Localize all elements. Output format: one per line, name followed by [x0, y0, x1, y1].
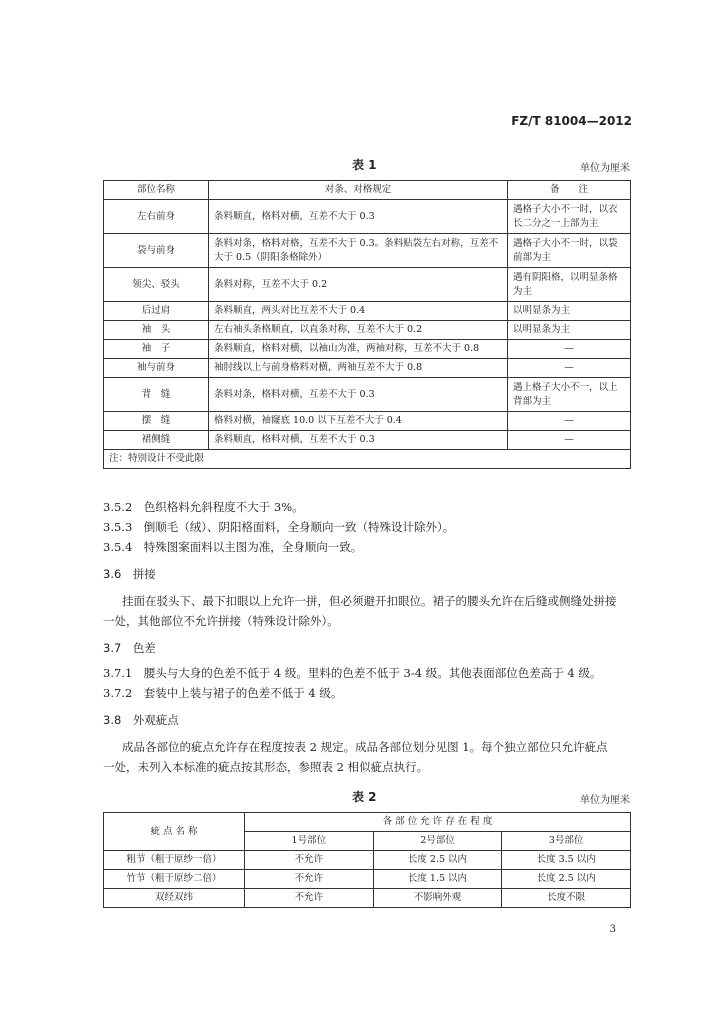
table-row	[104, 378, 631, 412]
table-row	[104, 321, 631, 340]
table2-cell: 长度 2.5 以内	[502, 870, 631, 889]
table2-cell: 粗节（粗于原纱一倍）	[104, 851, 245, 870]
table2-subheader: 1号部位	[245, 832, 374, 851]
table2-unit: 单位为厘米	[580, 795, 630, 806]
table-row	[104, 359, 631, 378]
table1-cell: 条料对条，格料对格，互差不大于 0.3。条料贴袋左右对称，互差不大于 0.5（阴阳条格除外）	[209, 234, 508, 268]
table2	[103, 812, 631, 908]
table1-cell: 袖 头	[104, 321, 209, 340]
page-number: 3	[609, 924, 616, 935]
table-row	[104, 340, 631, 359]
section-3-7-heading: 3.7 色差	[103, 641, 156, 655]
table1-cell: 左右前身	[104, 200, 209, 234]
table1-cell: —	[508, 359, 631, 378]
table1-cell: 袋与前身	[104, 234, 209, 268]
table-row	[104, 234, 631, 268]
table-row	[104, 268, 631, 302]
table1-header-rule: 对条、对格规定	[209, 181, 508, 200]
table1-cell: —	[508, 340, 631, 359]
table1-cell: 格料对横，袖窿底 10.0 以下互差不大于 0.4	[209, 412, 508, 431]
table1-cell: 以明显条为主	[508, 321, 631, 340]
table2-header-row	[104, 813, 631, 832]
table1-unit: 单位为厘米	[580, 163, 630, 174]
table1-cell: 裙侧缝	[104, 431, 209, 450]
table1-cell: 条料对称，互差不大于 0.2	[209, 268, 508, 302]
table2-cell: 长度 3.5 以内	[502, 851, 631, 870]
table1-cell: 袖与前身	[104, 359, 209, 378]
section-3-8-text-line2: 一处，未列入本标准的疵点按其形态，参照表 2 相似疵点执行。	[103, 760, 429, 774]
table1	[103, 180, 631, 469]
table2-cell: 不允许	[245, 889, 374, 908]
table1-note: 注：特别设计不受此限	[104, 450, 631, 469]
table-row	[104, 200, 631, 234]
table1-cell: 条料顺直，两头对比互差不大于 0.4	[209, 302, 508, 321]
table1-cell: —	[508, 412, 631, 431]
table2-cell: 长度不限	[502, 889, 631, 908]
standard-number: FZ/T 81004—2012	[511, 114, 632, 128]
table-row	[104, 889, 631, 908]
table2-header-group: 各 部 位 允 许 存 在 程 度	[245, 813, 631, 832]
table1-cell: 摆 缝	[104, 412, 209, 431]
clause-3-7-1: 3.7.1 腰头与大身的色差不低于 4 级。里料的色差不低于 3-4 级。其他表面部位色差高于 4 级。	[103, 666, 602, 680]
table1-caption: 表 1	[352, 158, 377, 172]
table1-header-part: 部位名称	[104, 181, 209, 200]
table1-cell: 遇格子大小不一时，以衣长二分之一上部为主	[508, 200, 631, 234]
table1-cell: 条料顺直，格料对横，互差不大于 0.3	[209, 431, 508, 450]
table-row	[104, 431, 631, 450]
table1-cell: 领尖、驳头	[104, 268, 209, 302]
table1-cell: 条料顺直，格料对横，以袖山为准，两袖对称，互差不大于 0.8	[209, 340, 508, 359]
table-row	[104, 870, 631, 889]
table1-cell: 以明显条为主	[508, 302, 631, 321]
table2-caption: 表 2	[352, 790, 377, 804]
table2-cell: 长度 2.5 以内	[373, 851, 502, 870]
table2-cell: 竹节（粗于原纱二倍）	[104, 870, 245, 889]
section-3-8-heading: 3.8 外观疵点	[103, 713, 179, 727]
table1-cell: 条料顺直，格料对横，互差不大于 0.3	[209, 200, 508, 234]
table-row	[104, 302, 631, 321]
section-3-6-heading: 3.6 拼接	[103, 567, 156, 581]
table-row	[104, 412, 631, 431]
table-row	[104, 851, 631, 870]
table1-cell: 遇上格子大小不一，以上背部为主	[508, 378, 631, 412]
table2-subheader: 2号部位	[373, 832, 502, 851]
table2-cell: 不允许	[245, 870, 374, 889]
table2-cell: 双经双纬	[104, 889, 245, 908]
table1-cell: —	[508, 431, 631, 450]
table1-header-remark: 备 注	[508, 181, 631, 200]
table2-cell: 不允许	[245, 851, 374, 870]
table1-cell: 条料对条，格料对横，互差不大于 0.3	[209, 378, 508, 412]
table1-cell: 袖 子	[104, 340, 209, 359]
table1-cell: 背 缝	[104, 378, 209, 412]
clause-3-5-3: 3.5.3 倒顺毛（绒）、阴阳格面料，全身顺向一致（特殊设计除外）。	[103, 520, 455, 534]
section-3-6-text-line1: 挂面在驳头下、最下扣眼以上允许一拼，但必须避开扣眼位。裙子的腰头允许在后缝或侧缝处拼接	[122, 594, 617, 608]
table2-cell: 长度 1.5 以内	[373, 870, 502, 889]
clause-3-5-2: 3.5.2 色织格料允斜程度不大于 3%。	[103, 500, 304, 514]
table2-subheader: 3号部位	[502, 832, 631, 851]
clause-3-5-4: 3.5.4 特殊图案面料以主图为准，全身顺向一致。	[103, 540, 363, 554]
table1-note-row	[104, 450, 631, 469]
table1-cell: 遇有阴阳格，以明显条格为主	[508, 268, 631, 302]
table1-cell: 遇格子大小不一时，以袋前部为主	[508, 234, 631, 268]
clause-3-7-2: 3.7.2 套装中上装与裙子的色差不低于 4 级。	[103, 686, 343, 700]
section-3-6-text-line2: 一处，其他部位不允许拼接（特殊设计除外）。	[103, 614, 339, 628]
table1-cell: 后过肩	[104, 302, 209, 321]
table2-header-defect: 疵 点 名 称	[104, 813, 245, 851]
table1-cell: 袖肘线以上与前身格料对横，两袖互差不大于 0.8	[209, 359, 508, 378]
section-3-8-text-line1: 成品各部位的疵点允许存在程度按表 2 规定。成品各部位划分见图 1。每个独立部位只允许疵点	[122, 740, 608, 754]
table2-cell: 不影响外观	[373, 889, 502, 908]
table1-header-row	[104, 181, 631, 200]
table1-cell: 左右袖头条格顺直，以直条对称，互差不大于 0.2	[209, 321, 508, 340]
